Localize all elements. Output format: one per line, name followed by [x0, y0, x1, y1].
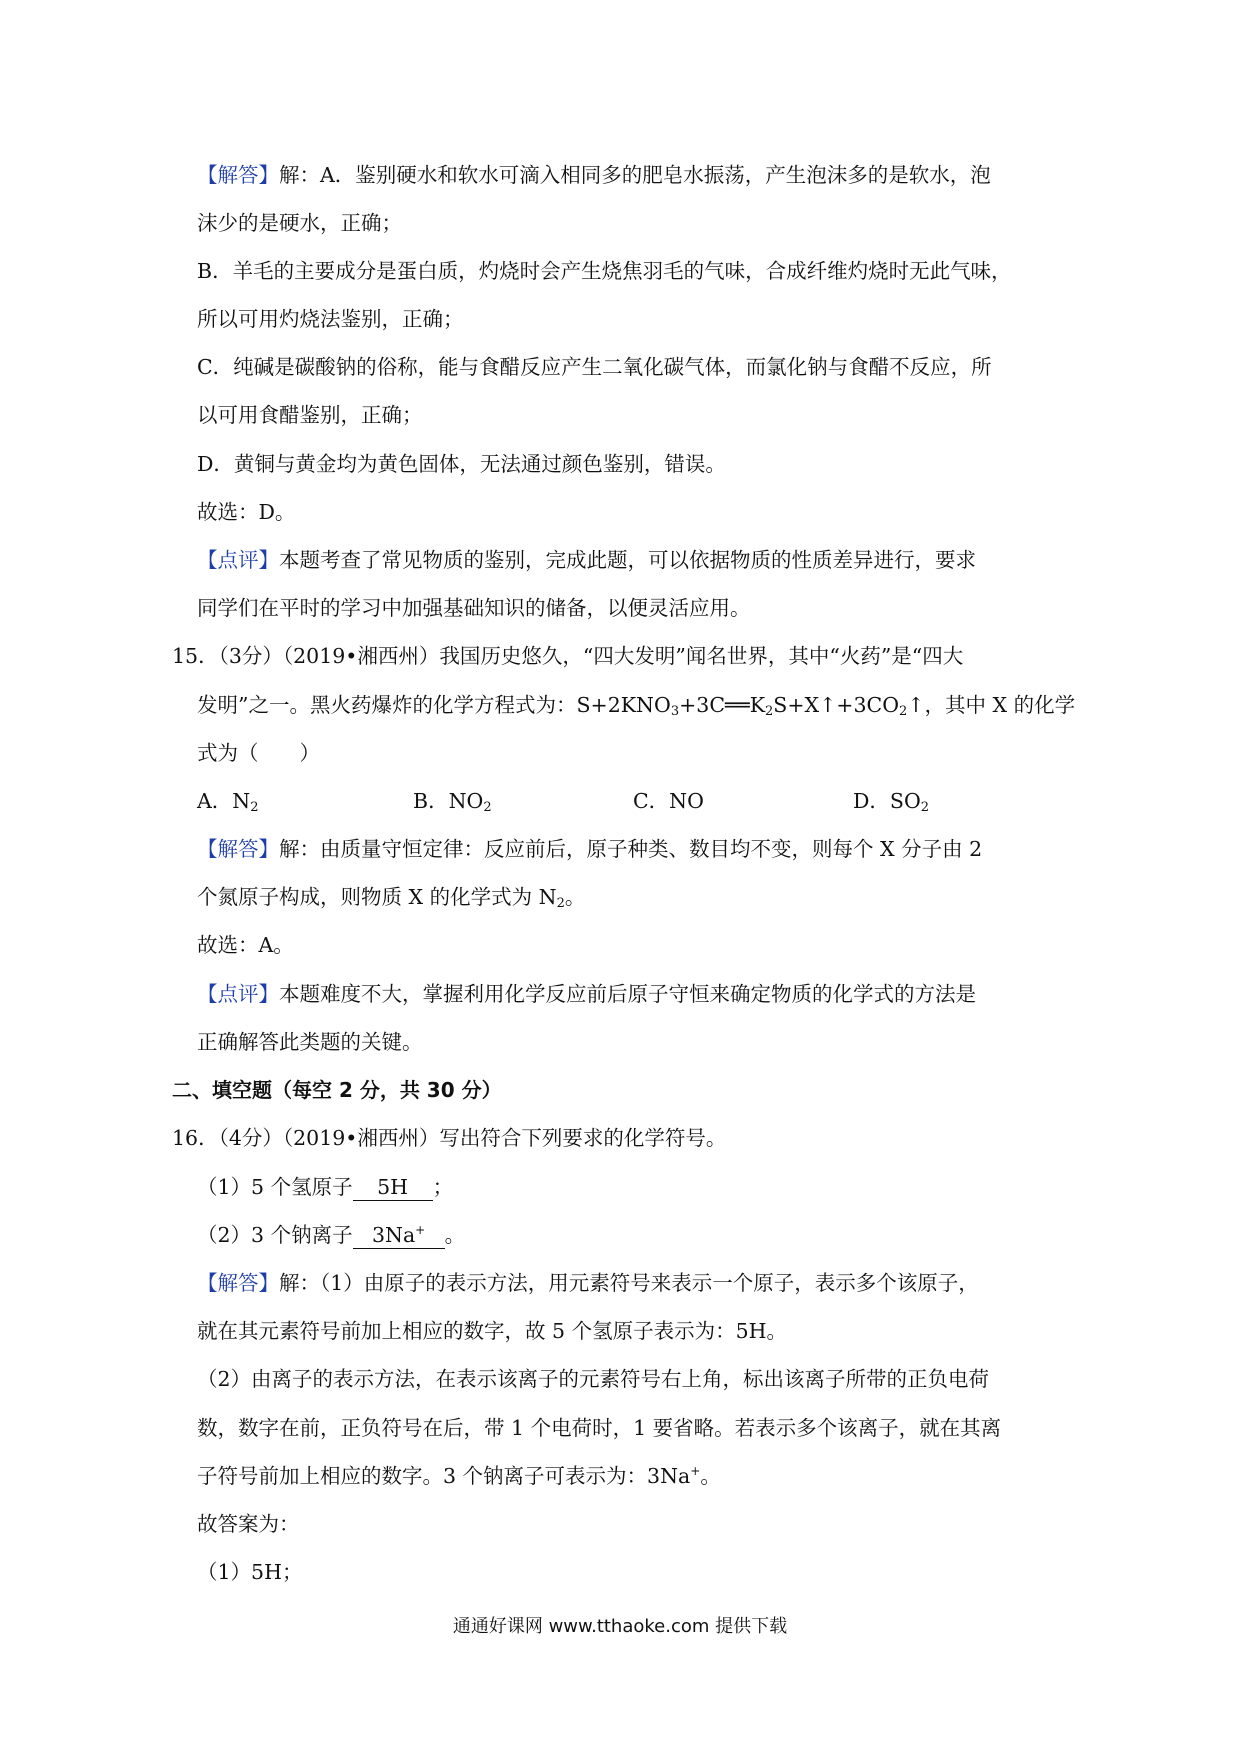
q16-answer-line-1: 【解答】解：（1）由原子的表示方法，用元素符号来表示一个原子，表示多个该原子， — [197, 1271, 979, 1295]
page-footer: 通通好课网 www.tthaoke.com 提供下载 — [452, 1616, 788, 1637]
q14-option-c-line-1: C．纯碱是碳酸钠的俗称，能与食醋反应产生二氧化碳气体，而氯化钠与食醋不反应，所 — [197, 355, 992, 379]
q15-option-c: C．NO — [633, 789, 704, 813]
q15-option-d: D．$SO_2$ — [853, 789, 930, 815]
q16-answer-line-4: 数，数字在前，正负符号在后，带 1 个电荷时，1 要省略。若表示多个该离子，就在其离 — [197, 1416, 1002, 1440]
q14-option-d-line: D．黄铜与黄金均为黄色固体，无法通过颜色鉴别，错误。 — [197, 452, 726, 476]
q14-comment-line-2: 同学们在平时的学习中加强基础知识的储备，以便灵活应用。 — [197, 596, 751, 620]
q16-final-label: 故答案为： — [197, 1512, 300, 1536]
q16-part-2-answer-blank: 3Na+ — [353, 1222, 445, 1249]
q15-stem-line-3: 式为（ ） — [197, 741, 320, 765]
q15-answer-line-2: 个氮原子构成，则物质 X 的化学式为 $N_2$。 — [197, 885, 586, 911]
q15-comment-line-2: 正确解答此类题的关键。 — [197, 1030, 423, 1054]
q15-options — [197, 786, 1097, 816]
q16-answer-line-5: 子符号前加上相应的数字。3 个钠离子可表示为：3Na+。 — [197, 1464, 721, 1488]
q15-comment-line-1: 【点评】本题难度不大，掌握利用化学反应前后原子守恒来确定物质的化学式的方法是 — [197, 982, 976, 1006]
q14-comment-line-1: 【点评】本题考查了常见物质的鉴别，完成此题，可以依据物质的性质差异进行，要求 — [197, 548, 976, 572]
answer-tag: 【解答】 — [197, 163, 279, 187]
q16-stem: 16．（4分）（2019•湘西州）写出符合下列要求的化学符号。 — [172, 1126, 727, 1150]
q15-stem-line-2: 发明”之一。黑火药爆炸的化学方程式为：$S+2KNO_3+3C══K_2S+X↑+3CO_2↑$，其中 X 的化学 — [197, 693, 1076, 719]
section-heading: 二、填空题（每空 2 分，共 30 分） — [172, 1078, 502, 1102]
q16-answer-line-3: （2）由离子的表示方法，在表示该离子的元素符号右上角，标出该离子所带的正负电荷 — [197, 1367, 990, 1391]
q14-answer-line-1: 【解答】解：A．鉴别硬水和软水可滴入相同多的肥皂水振荡，产生泡沫多的是软水，泡 — [197, 163, 991, 187]
q16-part-1-answer-blank: 5H — [353, 1174, 433, 1201]
q15-stem-line-1: 15．（3分）（2019•湘西州）我国历史悠久，“四大发明”闻名世界，其中“火药”是“四大 — [172, 644, 964, 668]
q15-option-b: B．$NO_2$ — [413, 789, 492, 815]
equation-equals-sign: ══ — [725, 693, 750, 717]
q15-option-a: A．$N_2$ — [197, 789, 259, 815]
q14-answer-line-2: 沫少的是硬水，正确； — [197, 211, 402, 235]
q15-choice: 故选：A。 — [197, 933, 294, 957]
q15-answer-line-1: 【解答】解：由质量守恒定律：反应前后，原子种类、数目均不变，则每个 X 分子由 2 — [197, 837, 983, 861]
answer-tag: 【解答】 — [197, 837, 279, 861]
q14-choice: 故选：D。 — [197, 500, 296, 524]
q14-option-c-line-2: 以可用食醋鉴别，正确； — [197, 403, 423, 427]
q14-option-b-line-1: B．羊毛的主要成分是蛋白质，灼烧时会产生烧焦羽毛的气味，合成纤维灼烧时无此气味， — [197, 259, 1012, 283]
q16-answer-line-2: 就在其元素符号前加上相应的数字，故 5 个氢原子表示为：5H。 — [197, 1319, 787, 1343]
q16-part-1: （1）5 个氢原子 5H ； — [197, 1175, 454, 1199]
comment-tag: 【点评】 — [197, 982, 279, 1006]
q16-part-2: （2）3 个钠离子 3Na+ 。 — [197, 1223, 466, 1247]
answer-tag: 【解答】 — [197, 1271, 279, 1295]
q16-final-answer-1: （1）5H； — [197, 1560, 303, 1584]
q14-option-b-line-2: 所以可用灼烧法鉴别，正确； — [197, 307, 464, 331]
comment-tag: 【点评】 — [197, 548, 279, 572]
